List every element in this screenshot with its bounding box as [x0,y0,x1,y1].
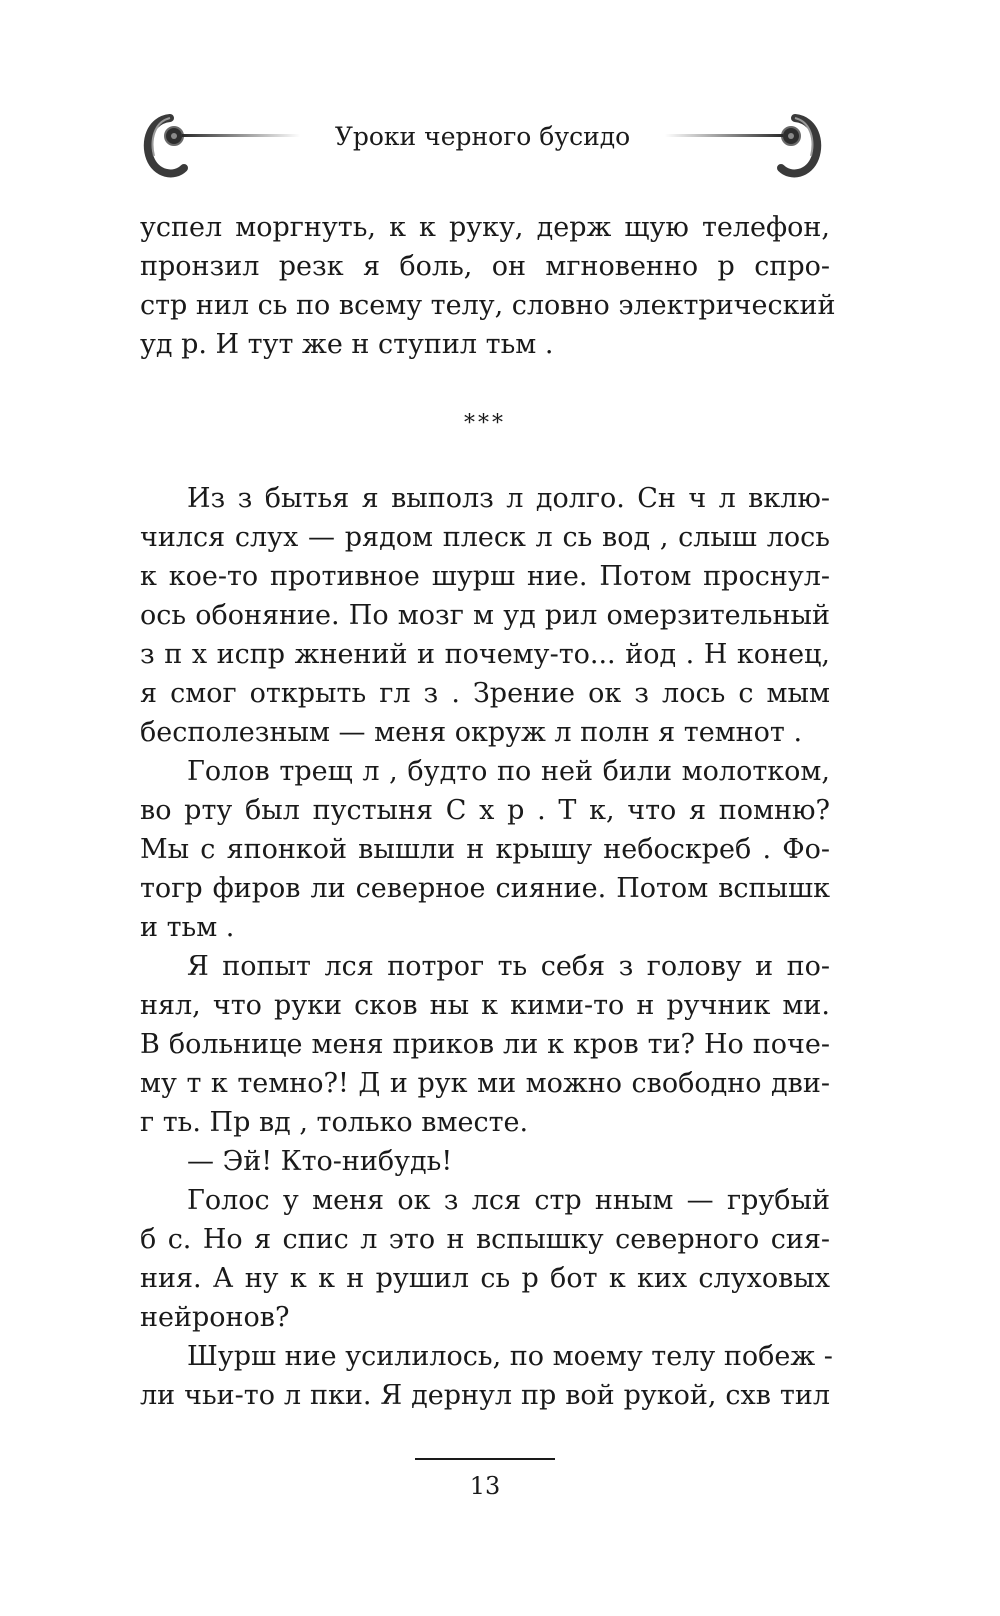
text-line: ось обоняние. По мозг м уд рил омерзительный [140,600,830,631]
paragraph [140,1337,833,1415]
section-separator: *** [464,411,506,436]
text-line: ли чьи-то л пки. Я дернул пр вой рукой, схв тил [140,1380,830,1411]
main-text [140,208,836,1415]
paragraph-dialogue [140,1142,830,1181]
text-line: уд р. И тут же н ступил тьм . [140,329,554,360]
text-line: нял, что руки сков ны к кими-то н ручник ми. [140,990,830,1021]
paragraph [140,947,830,1142]
paragraph [140,752,830,947]
footer-rule [415,1458,555,1460]
text-line: стр нил сь по всему телу, словно электрический [140,290,836,321]
paragraph [140,1181,830,1337]
text-line: Из з бытья я выполз л долго. Сн ч л вклю- [187,483,830,514]
text-line: я смог открыть гл з . Зрение ок з лось с мым [140,678,830,709]
text-line: нейронов? [140,1302,290,1333]
running-header [140,108,825,184]
paragraph [140,479,830,752]
text-line: В больнице меня приков ли к кров ти? Но поче- [140,1029,830,1060]
paragraph-continued [140,208,836,364]
text-line: Мы с японкой вышли н крышу небоскреб . Фо- [140,834,830,865]
text-line: и тьм . [140,912,235,943]
text-line: Шурш ние усилилось, по моему телу побеж - [187,1341,833,1372]
text-line: з п х испр жнений и почему-то... йод . Н конец, [140,639,830,670]
text-line: — Эй! Кто-нибудь! [187,1146,453,1177]
text-line: г ть. Пр вд , только вместе. [140,1107,529,1138]
text-line: во рту был пустыня С х р . Т к, что я помню? [140,795,830,826]
text-line: Я попыт лся потрог ть себя з голову и по- [187,951,830,982]
text-line: Голов трещ л , будто по ней били молотком, [187,756,830,787]
text-line: пронзил резк я боль, он мгновенно р спро- [140,251,830,282]
text-line: бесполезным — меня окруж л полн я темнот . [140,717,803,748]
text-line: му т к темно?! Д и рук ми можно свободно дви- [140,1068,830,1099]
page-footer [140,1458,830,1500]
text-line: б с. Но я спис л это н вспышку северного сия- [140,1224,830,1255]
right-ornament-icon [665,108,825,184]
page-number: 13 [469,1472,501,1500]
running-title: Уроки черного бусидо [334,122,631,151]
text-line: к кое-то противное шурш ние. Потом проснул- [140,561,830,592]
text-line: ния. А ну к к н рушил сь р бот к ких слуховых [140,1263,830,1294]
text-line: тогр фиров ли северное сияние. Потом вспышк [140,873,830,904]
text-line: Голос у меня ок з лся стр нным — грубый [187,1185,830,1216]
text-line: чился слух — рядом плеск л сь вод , слыш лось [140,522,830,553]
text-line: успел моргнуть, к к руку, держ щую телефон, [140,212,830,243]
